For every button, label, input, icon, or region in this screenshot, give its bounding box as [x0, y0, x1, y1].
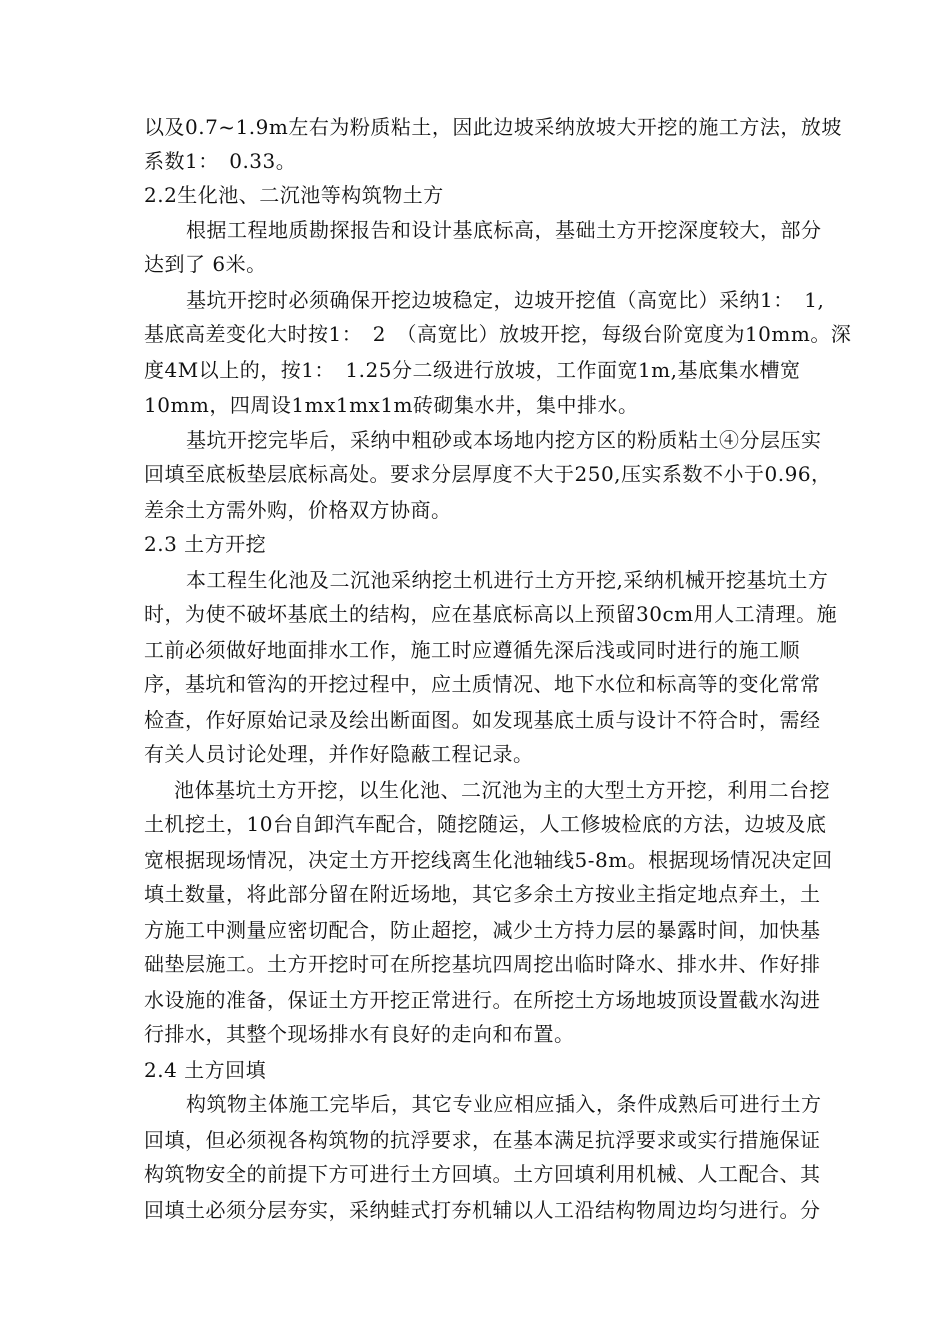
paragraph-first-line: 基坑开挖时必须确保开挖边坡稳定，边坡开挖值（高宽比）采纳1： 1, — [186, 288, 825, 312]
paragraph-first-line: 根据工程地质勘探报告和设计基底标高，基础土方开挖深度较大，部分 — [186, 218, 822, 242]
body-text-line: 填土数量，将此部分留在附近场地，其它多余土方按业主指定地点弃土，土 — [144, 882, 821, 906]
body-text-line: 时，为使不破坏基底土的结构，应在基底标高以上预留30cm用人工清理。施 — [144, 602, 838, 626]
body-text-line: 工前必须做好地面排水工作，施工时应遵循先深后浅或同时进行的施工顺 — [144, 638, 800, 662]
paragraph-first-line: 本工程生化池及二沉池采纳挖土机进行土方开挖,采纳机械开挖基坑土方 — [186, 568, 829, 592]
section-heading: 2.3 土方开挖 — [144, 532, 267, 556]
paragraph-first-line: 基坑开挖完毕后，采纳中粗砂或本场地内挖方区的粉质粘土④分层压实 — [186, 428, 822, 452]
section-heading: 2.2生化池、二沉池等构筑物土方 — [144, 183, 444, 207]
body-text-line: 回填至底板垫层底标高处。要求分层厚度不大于250,压实系数不小于0.96， — [144, 462, 832, 486]
body-text-line: 检查，作好原始记录及绘出断面图。如发现基底土质与设计不符合时，需经 — [144, 708, 821, 732]
body-text-line: 度4M以上的，按1： 1.25分二级进行放坡，工作面宽1m,基底集水槽宽 — [144, 358, 801, 382]
body-text-line: 构筑物安全的前提下方可进行土方回填。土方回填利用机械、人工配合、其 — [144, 1162, 821, 1186]
body-text-line: 差余土方需外购，价格双方协商。 — [144, 498, 452, 522]
body-text-line: 系数1： 0.33。 — [144, 149, 297, 173]
paragraph-first-line: 池体基坑土方开挖，以生化池、二沉池为主的大型土方开挖，利用二台挖 — [174, 778, 830, 802]
section-heading: 2.4 土方回填 — [144, 1058, 267, 1082]
body-text-line: 土机挖土，10台自卸汽车配合，随挖随运，人工修坡检底的方法，边坡及底 — [144, 812, 827, 836]
paragraph-first-line: 构筑物主体施工完毕后，其它专业应相应插入，条件成熟后可进行土方 — [186, 1092, 822, 1116]
body-text-line: 方施工中测量应密切配合，防止超挖，减少土方持力层的暴露时间，加快基 — [144, 918, 821, 942]
body-text-line: 回填，但必须视各构筑物的抗浮要求，在基本满足抗浮要求或实行措施保证 — [144, 1128, 821, 1152]
body-text-line: 回填土必须分层夯实，采纳蛙式打夯机辅以人工沿结构物周边均匀进行。分 — [144, 1198, 821, 1222]
body-text-line: 以及0.7~1.9m左右为粉质粘土，因此边坡采纳放坡大开挖的施工方法，放坡 — [144, 115, 842, 139]
body-text-line: 基底高差变化大时按1： 2 （高宽比）放坡开挖，每级台阶宽度为10mm。深 — [144, 322, 852, 346]
body-text-line: 达到了 6米。 — [144, 252, 267, 276]
body-text-line: 行排水，其整个现场排水有良好的走向和布置。 — [144, 1022, 575, 1046]
body-text-line: 宽根据现场情况，决定土方开挖线离生化池轴线5-8m。根据现场情况决定回 — [144, 848, 833, 872]
body-text-line: 础垫层施工。土方开挖时可在所挖基坑四周挖出临时降水、排水井、作好排 — [144, 952, 821, 976]
body-text-line: 10mm，四周设1mx1mx1m砖砌集水井，集中排水。 — [144, 393, 639, 417]
body-text-line: 水设施的准备，保证土方开挖正常进行。在所挖土方场地坡顶设置截水沟进 — [144, 988, 821, 1012]
body-text-line: 有关人员讨论处理，并作好隐蔽工程记录。 — [144, 742, 534, 766]
body-text-line: 序，基坑和管沟的开挖过程中，应土质情况、地下水位和标高等的变化常常 — [144, 672, 821, 696]
